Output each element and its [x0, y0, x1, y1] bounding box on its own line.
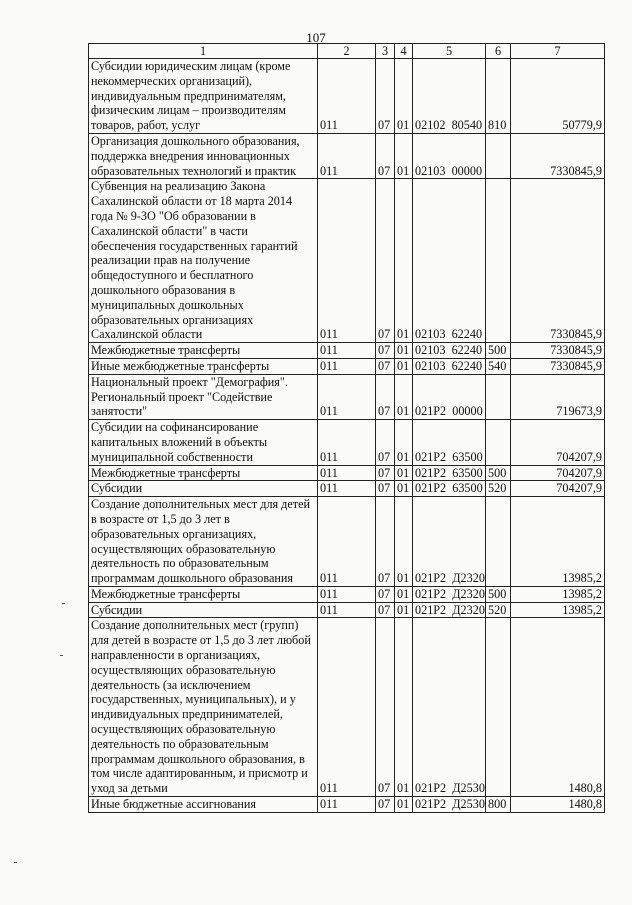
cell-name: Межбюджетные трансферты [89, 586, 318, 602]
cell-target-article: 021P2 Д2320 [413, 497, 486, 587]
cell-name: Субвенция на реализацию Закона Сахалинской области от 18 марта 2014 года № 9-ЗО "Об образовании в Сахалинской области" в части обеспечения государственных гарантий реализации прав на получение общедоступного и бесплатного дошкольного образования в муниципальных дошкольных образовательных организациях Сахалинской области [89, 179, 318, 343]
header-col-1: 1 [89, 44, 318, 59]
cell-amount: 1480,8 [511, 797, 605, 813]
cell-section: 07 [376, 358, 395, 374]
cell-subsection: 01 [395, 374, 413, 419]
cell-grbs: 011 [318, 497, 376, 587]
cell-section: 07 [376, 374, 395, 419]
cell-section: 07 [376, 465, 395, 481]
cell-target-article: 021P2 00000 [413, 374, 486, 419]
cell-target-article: 021P2 Д2320 [413, 602, 486, 618]
cell-amount: 719673,9 [511, 374, 605, 419]
cell-subsection: 01 [395, 179, 413, 343]
cell-section: 07 [376, 133, 395, 178]
cell-expense-type: 500 [486, 465, 511, 481]
table-row [89, 420, 605, 465]
cell-section: 07 [376, 797, 395, 813]
cell-subsection: 01 [395, 420, 413, 465]
cell-section: 07 [376, 481, 395, 497]
cell-section: 07 [376, 343, 395, 359]
header-col-6: 6 [486, 44, 511, 59]
cell-target-article: 021P2 Д2320 [413, 586, 486, 602]
cell-amount: 7330845,9 [511, 133, 605, 178]
cell-subsection: 01 [395, 343, 413, 359]
cell-subsection: 01 [395, 481, 413, 497]
cell-name: Национальный проект "Демография". Региональный проект "Содействие занятости" [89, 374, 318, 419]
cell-expense-type [486, 618, 511, 797]
table-row [89, 481, 605, 497]
cell-name: Иные межбюджетные трансферты [89, 358, 318, 374]
table-row [89, 497, 605, 587]
cell-expense-type: 500 [486, 343, 511, 359]
cell-amount: 7330845,9 [511, 179, 605, 343]
scan-mark [62, 603, 65, 604]
cell-expense-type [486, 374, 511, 419]
header-row [89, 44, 605, 59]
cell-target-article: 021P2 63500 [413, 420, 486, 465]
cell-target-article: 021P2 63500 [413, 481, 486, 497]
table-row [89, 374, 605, 419]
cell-grbs: 011 [318, 420, 376, 465]
cell-grbs: 011 [318, 59, 376, 134]
cell-name: Субсидии [89, 602, 318, 618]
table-row [89, 586, 605, 602]
budget-table [88, 43, 605, 813]
cell-expense-type: 520 [486, 602, 511, 618]
cell-grbs: 011 [318, 618, 376, 797]
cell-grbs: 011 [318, 465, 376, 481]
cell-amount: 7330845,9 [511, 343, 605, 359]
cell-grbs: 011 [318, 797, 376, 813]
cell-subsection: 01 [395, 586, 413, 602]
table-row [89, 797, 605, 813]
cell-expense-type [486, 179, 511, 343]
cell-expense-type: 540 [486, 358, 511, 374]
table-row [89, 602, 605, 618]
cell-subsection: 01 [395, 602, 413, 618]
cell-name: Субсидии юридическим лицам (кроме некоммерческих организаций), индивидуальным предпринимателям, физическим лицам – производителям товаров, работ, услуг [89, 59, 318, 134]
cell-expense-type: 500 [486, 586, 511, 602]
cell-expense-type [486, 420, 511, 465]
cell-target-article: 021P2 Д2530 [413, 618, 486, 797]
cell-name: Межбюджетные трансферты [89, 343, 318, 359]
cell-name: Иные бюджетные ассигнования [89, 797, 318, 813]
cell-target-article: 02103 00000 [413, 133, 486, 178]
cell-target-article: 02103 62240 [413, 179, 486, 343]
table-row [89, 343, 605, 359]
cell-amount: 704207,9 [511, 420, 605, 465]
cell-grbs: 011 [318, 358, 376, 374]
page-number: 107 [306, 30, 326, 45]
cell-target-article: 02103 62240 [413, 343, 486, 359]
cell-section: 07 [376, 179, 395, 343]
cell-grbs: 011 [318, 586, 376, 602]
header-col-2: 2 [318, 44, 376, 59]
cell-expense-type: 520 [486, 481, 511, 497]
cell-subsection: 01 [395, 59, 413, 134]
cell-subsection: 01 [395, 797, 413, 813]
cell-subsection: 01 [395, 618, 413, 797]
cell-grbs: 011 [318, 602, 376, 618]
table-row [89, 618, 605, 797]
cell-section: 07 [376, 586, 395, 602]
cell-amount: 50779,9 [511, 59, 605, 134]
table-row [89, 133, 605, 178]
scan-mark [60, 655, 63, 656]
header-col-7: 7 [511, 44, 605, 59]
cell-amount: 13985,2 [511, 497, 605, 587]
table-row [89, 179, 605, 343]
scan-mark [14, 862, 17, 863]
cell-section: 07 [376, 497, 395, 587]
table-row [89, 358, 605, 374]
cell-subsection: 01 [395, 465, 413, 481]
cell-amount: 704207,9 [511, 465, 605, 481]
cell-name: Создание дополнительных мест (групп) для детей в возрасте от 1,5 до 3 лет любой направленности в организациях, осуществляющих образовательную деятельность (за исключением государственных, муниципальных), и у индивидуальных предпринимателей, осуществляющих образовательную деятельность по образовательным программам дошкольного образования, в том числе адаптированным, и присмотр и уход за детьми [89, 618, 318, 797]
cell-grbs: 011 [318, 133, 376, 178]
cell-target-article: 021P2 63500 [413, 465, 486, 481]
cell-grbs: 011 [318, 481, 376, 497]
header-col-5: 5 [413, 44, 486, 59]
table-row [89, 465, 605, 481]
cell-subsection: 01 [395, 497, 413, 587]
cell-amount: 704207,9 [511, 481, 605, 497]
cell-target-article: 02103 62240 [413, 358, 486, 374]
cell-section: 07 [376, 618, 395, 797]
cell-amount: 1480,8 [511, 618, 605, 797]
header-col-3: 3 [376, 44, 395, 59]
table-row [89, 59, 605, 134]
cell-amount: 13985,2 [511, 586, 605, 602]
cell-name: Межбюджетные трансферты [89, 465, 318, 481]
cell-expense-type: 810 [486, 59, 511, 134]
cell-grbs: 011 [318, 179, 376, 343]
cell-target-article: 02102 80540 [413, 59, 486, 134]
cell-expense-type [486, 497, 511, 587]
cell-grbs: 011 [318, 374, 376, 419]
cell-name: Организация дошкольного образования, поддержка внедрения инновационных образовательных технологий и практик [89, 133, 318, 178]
cell-name: Создание дополнительных мест для детей в возрасте от 1,5 до 3 лет в образовательных организациях, осуществляющих образовательную деятельность по образовательным программам дошкольного образования [89, 497, 318, 587]
table-body [89, 59, 605, 813]
cell-section: 07 [376, 420, 395, 465]
cell-subsection: 01 [395, 358, 413, 374]
header-col-4: 4 [395, 44, 413, 59]
cell-expense-type [486, 133, 511, 178]
cell-amount: 7330845,9 [511, 358, 605, 374]
cell-section: 07 [376, 59, 395, 134]
cell-grbs: 011 [318, 343, 376, 359]
cell-expense-type: 800 [486, 797, 511, 813]
cell-name: Субсидии на софинансирование капитальных вложений в объекты муниципальной собственности [89, 420, 318, 465]
cell-amount: 13985,2 [511, 602, 605, 618]
cell-section: 07 [376, 602, 395, 618]
cell-name: Субсидии [89, 481, 318, 497]
cell-target-article: 021P2 Д2530 [413, 797, 486, 813]
cell-subsection: 01 [395, 133, 413, 178]
